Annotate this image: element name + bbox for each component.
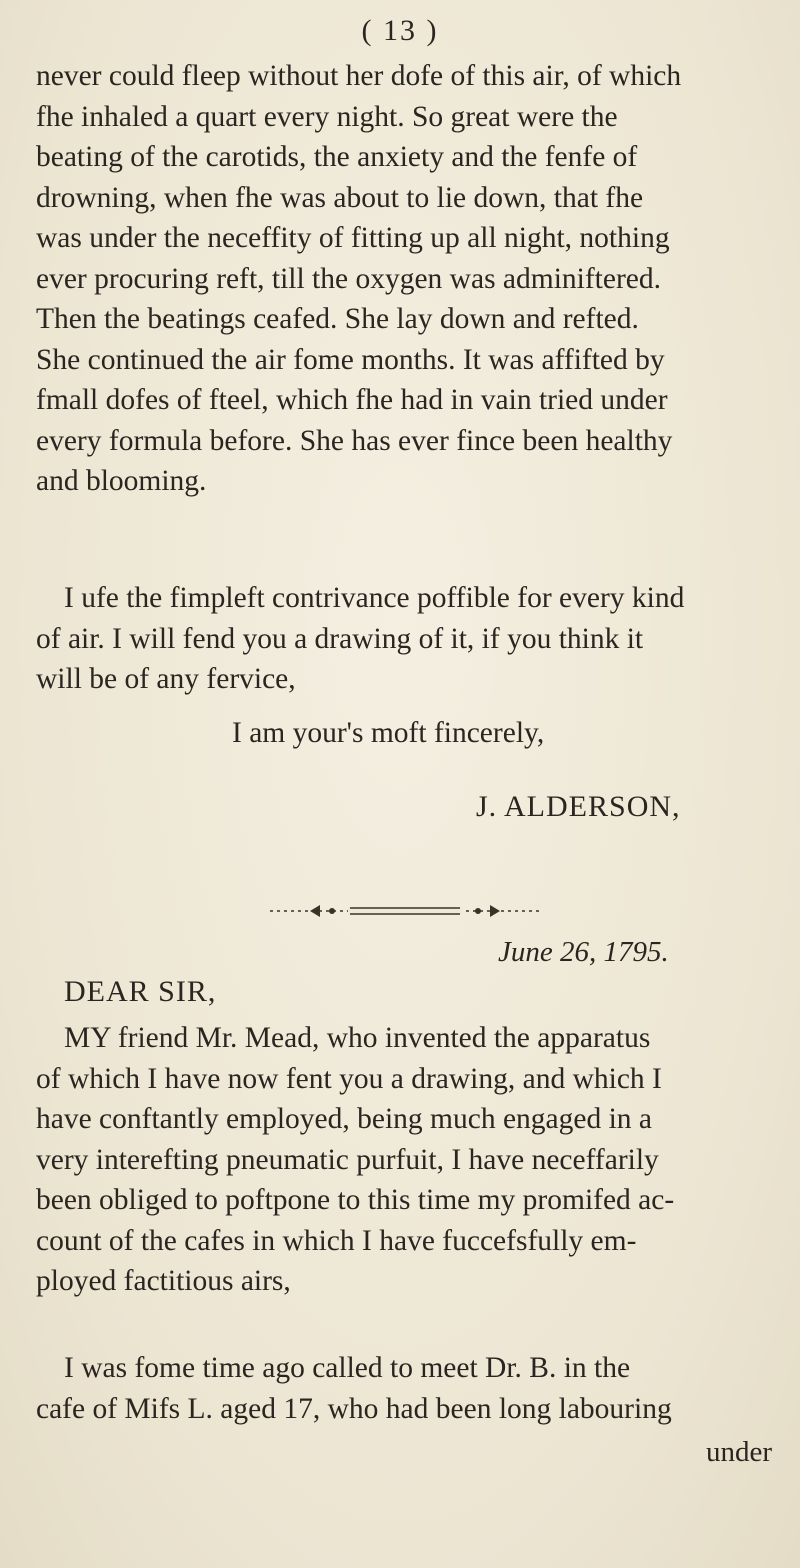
- paragraph-oxygen-case: [36, 56, 796, 502]
- text-line: and blooming.: [36, 465, 207, 497]
- text-line: I was fome time ago called to meet Dr. B. in the: [64, 1352, 631, 1384]
- text-line: ployed factitious airs,: [36, 1265, 291, 1297]
- text-line: fhe inhaled a quart every night. So great were the: [36, 100, 618, 133]
- text-line: never could fleep without her dofe of this air, of which: [36, 60, 682, 92]
- paragraph-case-miss-l: [36, 1348, 796, 1429]
- text-line: count of the cafes in which I have fuccefsfully em-: [36, 1224, 637, 1257]
- text-line: fmall dofes of fteel, which fhe had in vain tried under: [36, 384, 668, 416]
- letter-salutation: DEAR SIR,: [64, 975, 217, 1008]
- text-line: was under the neceffity of fitting up all night, nothing: [36, 222, 670, 254]
- text-line: beating of the carotids, the anxiety and the fenfe of: [36, 141, 638, 173]
- text-line: of which I have now fent you a drawing, and which I: [36, 1062, 662, 1095]
- letter-signature: J. ALDERSON,: [476, 790, 681, 823]
- text-line: MY friend Mr. Mead, who invented the apparatus: [64, 1022, 651, 1054]
- text-line: very interefting pneumatic purfuit, I have neceffarily: [36, 1143, 659, 1176]
- text-line: have conftantly employed, being much engaged in a: [36, 1103, 653, 1135]
- text-line: She continued the air fome months. It was affifted by: [36, 343, 665, 376]
- catchword: under: [706, 1436, 773, 1468]
- paragraph-contrivance: [36, 578, 796, 700]
- text-line: of air. I will fend you a drawing of it, if you think it: [36, 622, 644, 655]
- text-line: I ufe the fimpleft contrivance poffible for every kind: [64, 582, 685, 614]
- ornament-divider: [270, 900, 540, 922]
- text-line: every formula before. She has ever fince been healthy: [36, 424, 673, 457]
- text-line: cafe of Mifs L. aged 17, who had been long labouring: [36, 1392, 672, 1425]
- text-line: will be of any fervice,: [36, 663, 296, 695]
- text-line: Then the beatings ceafed. She lay down and refted.: [36, 303, 639, 335]
- page-number: ( 13 ): [361, 14, 439, 47]
- letter-closing: I am your's moft fincerely,: [232, 717, 545, 749]
- text-line: drowning, when fhe was about to lie down, that fhe: [36, 181, 644, 214]
- text-line: been obliged to poftpone to this time my promifed ac-: [36, 1184, 675, 1216]
- paragraph-mead-apparatus: [36, 1018, 796, 1302]
- letter-date: June 26, 1795.: [498, 936, 669, 968]
- text-line: ever procuring reft, till the oxygen was adminiftered.: [36, 262, 662, 295]
